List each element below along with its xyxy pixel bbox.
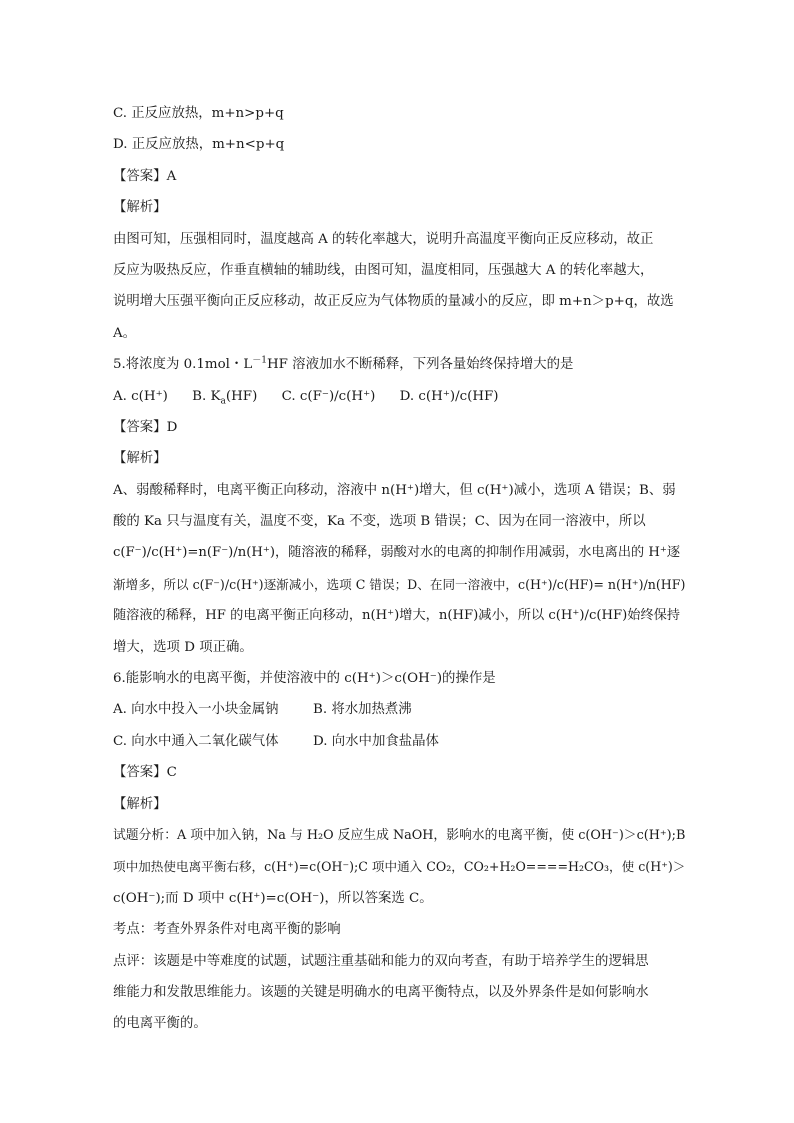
q4-option-d: D. 正反应放热，m+n<p+q [113,137,285,153]
q6-stem: 6.能影响水的电离平衡，并使溶液中的 c(H⁺)＞c(OH⁻)的操作是 [113,671,496,687]
q5-analysis-line: 酸的 Ka 只与温度有关，温度不变，Ka 不变，选项 B 错误；C、因为在同一溶液中，所以 [113,514,646,530]
q5-analysis-line: 增大，选项 D 项正确。 [113,639,253,655]
q5-analysis-line: A、弱酸稀释时，电离平衡正向移动，溶液中 n(H⁺)增大，但 c(H⁺)减小，选项 A 错误；B、弱 [113,482,676,498]
answer-value: C [166,765,177,781]
q6-option-d: D. 向水中加食盐晶体 [313,733,439,749]
q4-option-c: C. 正反应放热，m+n>p+q [113,106,284,121]
q6-option-b: B. 将水加热煮沸 [313,702,412,718]
q6-option-a: A. 向水中投入一小块金属钠 [113,702,279,718]
q6-dianping-line: 维能力和发散思维能力。该题的关键是明确水的电离平衡特点，以及外界条件是如何影响水 [113,984,649,1000]
q6-dianping-line: 点评：该题是中等难度的试题，试题注重基础和能力的双向考查，有助于培养学生的逻辑思 [113,953,649,969]
q5-stem-part: HF 溶液加水不断稀释，下列各量始终保持增大的是 [266,357,574,373]
q6-kaodian: 考点：考查外界条件对电离平衡的影响 [113,922,341,938]
q5-option-b-subscript: a [220,396,226,407]
q4-analysis-line: 说明增大压强平衡向正反应移动，故正反应为气体物质的量减小的反应，即 m+n＞p+q，故选 [113,294,674,310]
q4-analysis-line: A。 [113,325,137,341]
q6-analysis-line: 项中加热使电离平衡右移，c(H⁺)=c(OH⁻);C 项中通入 CO₂，CO₂+H₂O====H₂CO₃，使 c(H⁺)＞ [113,859,686,875]
q5-stem-part: 5.将浓度为 0.1mol・L [113,357,253,373]
q5-analysis-label: 【解析】 [113,451,167,467]
q6-analysis-line: c(OH⁻);而 D 项中 c(H⁺)=c(OH⁻)，所以答案选 C。 [113,890,433,906]
q6-options-row-1 [113,694,683,725]
q6-answer [113,757,683,788]
q5-stem-superscript: －1 [252,355,267,366]
q6-options-row-2 [113,726,683,757]
q6-analysis-line: 试题分析：A 项中加入钠，Na 与 H₂O 反应生成 NaOH，影响水的电离平衡，使 c(OH⁻)＞c(H⁺);B [113,827,686,843]
q4-analysis-line: 反应为吸热反应，作垂直横轴的辅助线，由图可知，温度相同，压强越大 A 的转化率越大， [113,262,654,278]
q5-option-b-part: B. K [192,388,221,404]
answer-value: D [166,419,178,435]
q5-options [113,381,683,412]
q5-option-b-part: (HF) [225,388,258,404]
answer-label: 【答案】 [113,168,167,184]
document-page [113,98,686,1040]
q4-analysis-label: 【解析】 [113,200,167,216]
answer-value: A [166,168,177,184]
q5-option-d: D. c(H⁺)/c(HF) [399,388,499,404]
q6-analysis-label: 【解析】 [113,796,167,812]
answer-label: 【答案】 [113,765,167,781]
q5-option-c: C. c(F⁻)/c(H⁺) [281,388,376,404]
q5-analysis-line: c(F⁻)/c(H⁺)=n(F⁻)/n(H⁺)，随溶液的稀释，弱酸对水的电离的抑制作用减弱，水电离出的 H⁺逐 [113,545,681,561]
q5-stem [113,349,683,380]
q6-dianping-line: 的电离平衡的。 [113,1016,207,1032]
q6-option-c: C. 向水中通入二氧化碳气体 [113,733,279,749]
answer-label: 【答案】 [113,419,167,435]
q4-analysis-line: 由图可知，压强相同时，温度越高 A 的转化率越大，说明升高温度平衡向正反应移动，故正 [113,231,654,247]
q5-option-a: A. c(H⁺) [113,388,168,404]
q5-option-b [192,381,257,412]
q4-answer [113,161,683,192]
q5-analysis-line: 渐增多，所以 c(F⁻)/c(H⁺)逐渐减小，选项 C 错误；D、在同一溶液中，c(H⁺)/c(HF)= n(H⁺)/n(HF) [113,576,686,592]
q5-answer [113,412,683,443]
q5-analysis-line: 随溶液的稀释，HF 的电离平衡正向移动，n(H⁺)增大，n(HF)减小，所以 c(H⁺)/c(HF)始终保持 [113,608,681,624]
